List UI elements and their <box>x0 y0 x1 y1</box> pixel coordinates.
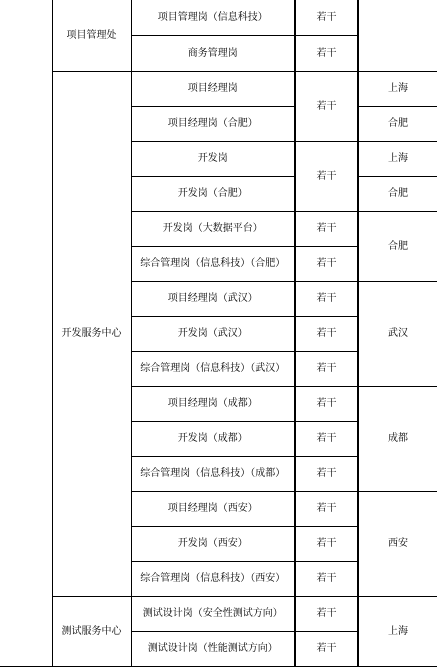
post-cell: 开发岗（成都） <box>131 422 295 457</box>
post-cell: 商务管理岗 <box>131 36 295 72</box>
count-cell: 若干 <box>295 492 358 527</box>
location-cell: 成都 <box>358 387 437 492</box>
post-cell: 开发岗（武汉） <box>131 317 295 352</box>
location-cell: 上海 <box>358 142 437 177</box>
count-cell: 若干 <box>295 212 358 247</box>
location-cell: 合肥 <box>358 107 437 142</box>
post-cell: 测试设计岗（性能测试方向） <box>131 632 295 667</box>
post-cell: 项目经理岗（武汉） <box>131 282 295 317</box>
count-cell: 若干 <box>295 317 358 352</box>
count-cell: 若干 <box>295 352 358 387</box>
location-cell: 合肥 <box>358 177 437 212</box>
department-cell: 测试服务中心 <box>52 597 131 667</box>
post-cell: 开发岗（西安） <box>131 527 295 562</box>
location-cell: 上海 <box>358 72 437 107</box>
post-cell: 开发岗（合肥） <box>131 177 295 212</box>
post-cell: 综合管理岗（信息科技）（成都） <box>131 457 295 492</box>
table-row <box>0 0 437 36</box>
post-cell: 测试设计岗（安全性测试方向） <box>131 597 295 632</box>
count-cell: 若干 <box>295 562 358 597</box>
post-cell: 项目管理岗（信息科技） <box>131 0 295 36</box>
department-cell: 项目管理处 <box>52 0 131 72</box>
count-cell: 若干 <box>295 282 358 317</box>
location-cell: 上海 <box>358 597 437 667</box>
count-cell: 若干 <box>295 387 358 422</box>
location-cell: 西安 <box>358 492 437 597</box>
post-cell: 综合管理岗（信息科技）（西安） <box>131 562 295 597</box>
post-cell: 项目经理岗（西安） <box>131 492 295 527</box>
location-cell: 合肥 <box>358 212 437 282</box>
post-cell: 项目经理岗 <box>131 72 295 107</box>
post-cell: 项目经理岗（合肥） <box>131 107 295 142</box>
location-cell: 武汉 <box>358 282 437 387</box>
post-cell: 开发岗 <box>131 142 295 177</box>
count-cell: 若干 <box>295 247 358 282</box>
count-cell: 若干 <box>295 527 358 562</box>
post-cell: 项目经理岗（成都） <box>131 387 295 422</box>
count-cell: 若干 <box>295 36 358 72</box>
table-row <box>0 597 437 632</box>
count-cell: 若干 <box>295 142 358 212</box>
department-cell: 开发服务中心 <box>52 72 131 597</box>
location-cell <box>358 0 437 72</box>
count-cell: 若干 <box>295 457 358 492</box>
count-cell: 若干 <box>295 597 358 632</box>
post-cell: 开发岗（大数据平台） <box>131 212 295 247</box>
count-cell: 若干 <box>295 632 358 667</box>
count-cell: 若干 <box>295 422 358 457</box>
post-cell: 综合管理岗（信息科技）（合肥） <box>131 247 295 282</box>
post-cell: 综合管理岗（信息科技）（武汉） <box>131 352 295 387</box>
left-margin-cell <box>0 0 52 667</box>
count-cell: 若干 <box>295 0 358 36</box>
count-cell: 若干 <box>295 72 358 142</box>
table-row <box>0 72 437 107</box>
